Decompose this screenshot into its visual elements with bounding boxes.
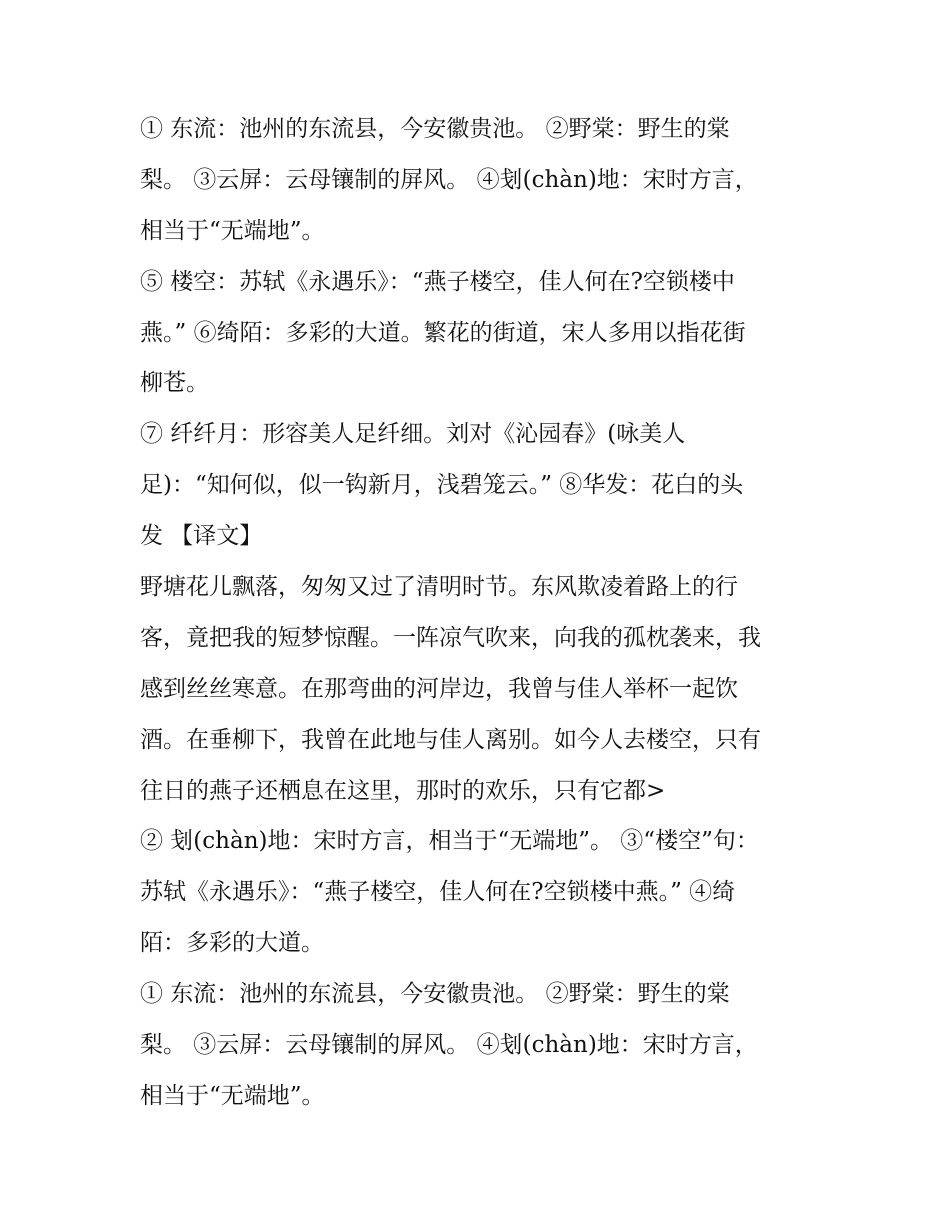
text-line: ⑤ 楼空：苏轼《永遇乐》：“燕子楼空，佳人何在?空锁楼中	[140, 268, 735, 295]
text-line: 足)：“知何似，似一钩新月，浅碧笼云。” ⑧华发：花白的头	[140, 472, 744, 499]
text-line: ① 东流：池州的东流县，今安徽贵池。 ②野棠：野生的棠	[140, 981, 730, 1008]
text-line: 陌：多彩的大道。	[140, 930, 324, 957]
text-line: 往日的燕子还栖息在这里，那时的欢乐，只有它都>	[140, 777, 666, 804]
text-line: 客，竟把我的短梦惊醒。一阵凉气吹来，向我的孤枕袭来，我	[140, 624, 761, 651]
text-line: 燕。” ⑥绮陌：多彩的大道。繁花的街道，宋人多用以指花街	[140, 319, 746, 346]
text-line: 相当于“无端地”。	[140, 217, 325, 244]
text-line: 柳苍。	[140, 370, 209, 397]
text-line: 梨。 ③云屏：云母镶制的屏风。 ④刬(chàn)地：宋时方言，	[140, 1032, 758, 1059]
text-line: 梨。 ③云屏：云母镶制的屏风。 ④刬(chàn)地：宋时方言，	[140, 166, 758, 193]
text-line: 相当于“无端地”。	[140, 1082, 325, 1109]
text-line: 苏轼《永遇乐》：“燕子楼空，佳人何在?空锁楼中燕。” ④绮	[140, 879, 736, 906]
document-body	[140, 104, 830, 1122]
text-line: 野塘花儿飘落，匆匆又过了清明时节。东风欺凌着路上的行	[140, 574, 738, 601]
text-line: 酒。在垂柳下，我曾在此地与佳人离别。如今人去楼空，只有	[140, 726, 761, 753]
text-line: 感到丝丝寒意。在那弯曲的河岸边，我曾与佳人举杯一起饮	[140, 675, 738, 702]
text-line: ⑦ 纤纤月：形容美人足纤细。刘对《沁园春》(咏美人	[140, 421, 686, 448]
text-line: ② 刬(chàn)地：宋时方言，相当于“无端地”。 ③“楼空”句：	[140, 828, 759, 855]
text-line: ① 东流：池州的东流县，今安徽贵池。 ②野棠：野生的棠	[140, 116, 730, 142]
section-heading-line: 发 【译文】	[140, 523, 263, 550]
